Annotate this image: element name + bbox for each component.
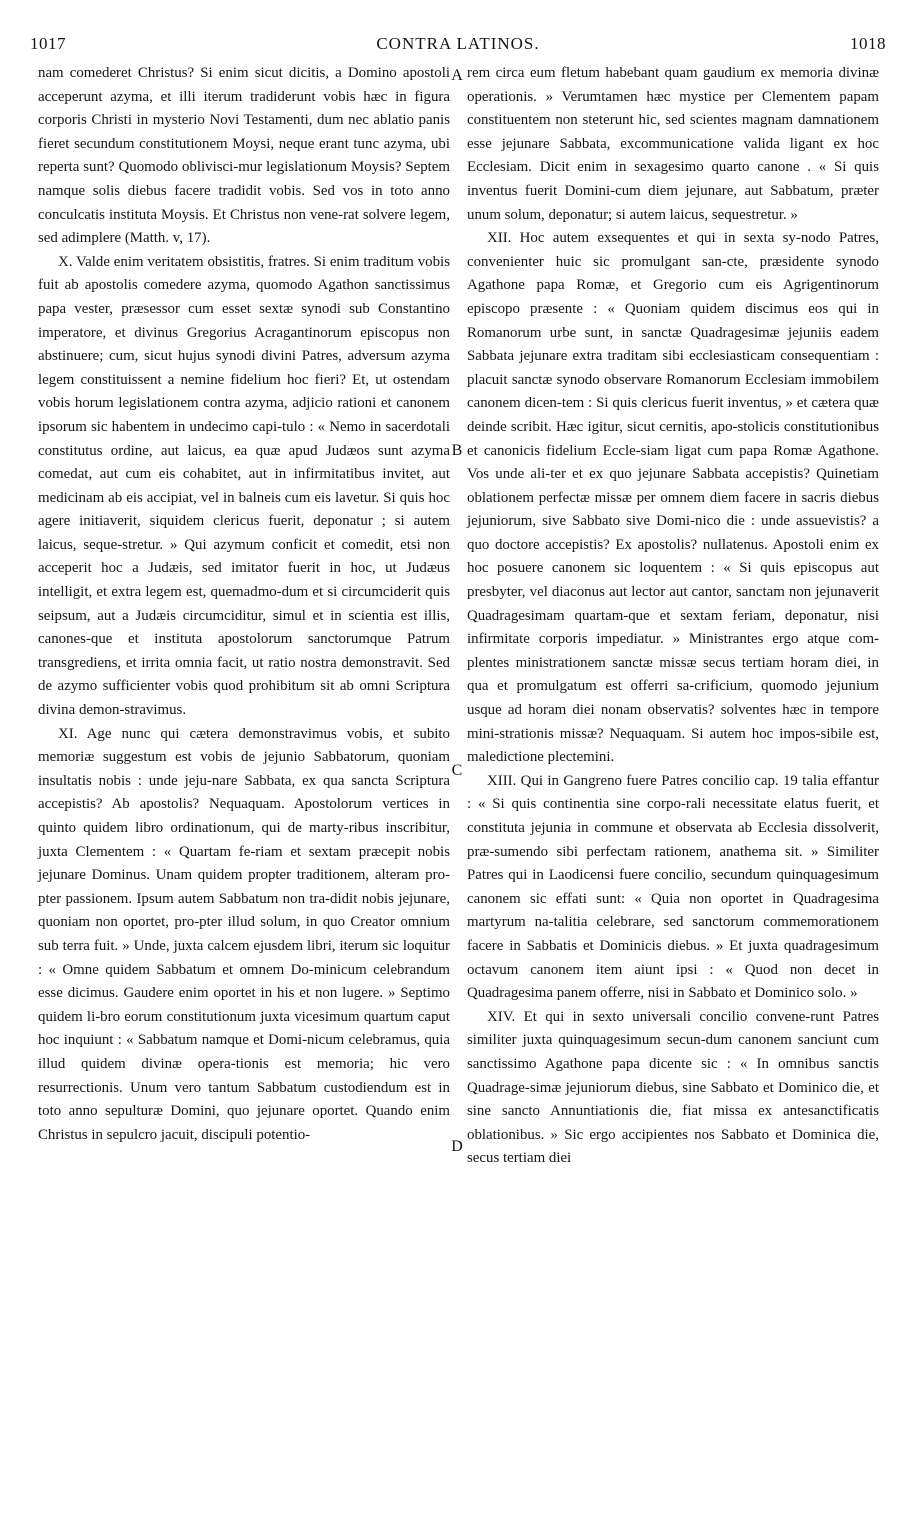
right-text-column (467, 62, 879, 1171)
margin-letter-d: D (451, 1138, 463, 1155)
left-column-number: 1017 (30, 34, 66, 53)
paragraph-section-x: X. Valde enim veritatem obsistitis, fratres. Si enim traditum vobis fuit ab apostolis comedere azyma, quomodo Agathon sanctissimus papa vester, præsessor cum esset sextæ synodi sub Constantino imperatore, et divinus Gregorius Acragantinorum episcopus non abstinuere; cum, sicut hujus synodi divini Patres, adversum azyma legem constituissent a nemine fidelium hoc fieri? Et, ut ostendam vobis horum legislationem contra azyma, adjicio rationi et canonem ipsorum sic habentem in undecimo capi-tulo : « Nemo in sacerdotali constitutus ordine, aut laicus, ea quæ apud Judæos sunt azyma comedat, aut cum eis cohabitet, aut in infirmitatibus invitet, aut medicinam ab eis accipiat, vel in balneis cum eis lavetur. Si quis hoc agere initiaverit, siquidem clericus fuerit, deponatur ; si autem laicus, seque-stretur. » Qui azymum conficit et comedit, etsi non acceperit hoc a Judæis, sed imitator fuerit in hoc, ut Judæus intelligit, et extra legem est, quemadmo-dum et si circumciderit quis seipsum, aut a Judæis circumciditur, simul et in scientia est illis, canones-que et instituta apostolorum sanctorumque Patrum transgrediens, et irrita omnia facit, ut ratio nostra demonstravit. Sed de azymo sufficienter vobis quod prohibitum sit ab omni Scriptura divina demon-stravimus. (38, 253, 450, 719)
paragraph-section-xi: XI. Age nunc qui cætera demonstravimus vobis, et subito memoriæ suggestum est vobis de jejunio Sabbatorum, quoniam insultatis nobis : unde jeju-nare Sabbata, ex qua sancta Scriptura accepistis? Ab apostolis? Nequaquam. Apostolorum vertices in quinto quidem libro ordinationum, qui de marty-ribus inscribitur, juxta Clementem : « Quartam fe-riam et sextam præcepit nobis jejunare Dominus. Unam quidem propter traditionem, alteram pro-pter passionem. Ipsum autem Sabbatum non tra-didit nobis jejunare, quoniam non oportet, pro-pter illud solum, in quo Creator omnium sub terra fuit. » Unde, juxta calcem ejusdem libri, iterum sic loquitur : « Omne quidem Sabbatum et omnem Do-minicum celebrandum esse dicimus. Gaudere enim oportet in his et non lugere. » Septimo quidem li-bro eorum constitutionum juxta vicesimum quartum caput hoc inquiunt : « Sabbatum namque et Domi-nicum celebramus, quia illud quidem divinæ opera-tionis est memoria; hic vero resurrectionis. Unum vero tantum Sabbatum custodiendum est in toto anno sepulturæ Domini, quo jejunare oportet. Quando enim Christus in sepulcro jacuit, discipuli potentio- (38, 725, 450, 1143)
paragraph-section-xii: XII. Hoc autem exsequentes et qui in sexta sy-nodo Patres, convenienter huic sic promulgant san-cte, præsidente synodo Agathone papa Romæ, et Gregorio cum eis Agrigentinorum episcopo præsente : « Quoniam quidem discimus eos qui in Romanorum urbe sunt, in sanctæ Quadragesimæ jejuniis eadem Sabbata jejunare extra traditam sibi ecclesiasticam consequentiam : placuit sanctæ synodo observare Romanorum Ecclesiam immobilem canonem dicen-tem : Si quis clericus fuerit inventus, » et cætera quæ deinde scribit. Hæc igitur, sicut cernitis, apo-stolicis constitutionibus et canonicis fidelium Eccle-siam ligat cum papa Romæ Agathone. Vos unde ali-ter et ex quo jejunare Sabbata accepistis? Quinetiam oblationem perfectæ missæ per omnem diem facere in sacris diebus jejuniorum, sive Sabbato sive Domi-nico die : unde assuevistis? a quo doctore accepistis? Ex apostolis? nullatenus. Apostoli enim ex hoc posuere canonem sic loquentem : « Si quis episcopus aut presbyter, vel diaconus aut lector aut cantor, sanctam non jejunaverit Quadragesimam quartam-que et sextam feriam, deponatur, nisi infirmitate corporis impediatur. » Ministrantes ergo atque com-plentes ministrationem sanctæ missæ secus tertiam horam diei, in qua et promulgatum est offerri sa-crificium, quomodo jejunium usque ad horam diei nonam observatis? solventes hæc in tempore mini-strationis missæ? Nequaquam. Si autem hoc impos-sibile est, maledictione plectemini. (467, 230, 879, 766)
margin-letter-a: A (451, 67, 463, 84)
right-column-number: 1018 (850, 34, 886, 53)
running-head (30, 34, 886, 56)
paragraph-section-xiv: XIV. Et qui in sexto universali concilio convene-runt Patres similiter juxta quinquagesimum secun-dum canonem sanciunt cum sanctissimo Agathone papa dicente sic : « In omnibus sanctis Quadrage-simæ jejuniorum diebus, sine Sabbato et Dominico die, et sine sancto Annuntiationis die, fiat missa ex antesanctificatis oblationibus. » Sic ergo accipientes nos Sabbato et Dominica die, secus tertiam diei (467, 1008, 879, 1167)
left-text-column (38, 62, 450, 1147)
running-title: CONTRA LATINOS. (376, 34, 540, 53)
paragraph-continuation: nam comederet Christus? Si enim sicut dicitis, a Domino apostoli acceperunt azyma, et illi iterum tradiderunt vobis hæc in figura corporis Christi in mysterio Novi Testamenti, dum nec ablatio panis fieret secundum constitutionem Moysi, neque erant tunc azyma, ubi reperta sunt? Quomodo oblivisci-mur legislationum Moysis? Septem namque solis diebus facere tradidit vobis. Sed vos in toto anno conculcatis instituta Moysis. Et Christus non vene-rat solvere legem, sed adimplere (Matth. v, 17). (38, 65, 450, 247)
paragraph-continuation: rem circa eum fletum habebant quam gaudium ex memoria divinæ operationis. » Verumtamen hæc mystice per Clementem papam constituentem non steterunt hic, sed scientes magnam damnationem esse jejunare Sabbata, excommunicatione valida ligant ex hoc Ecclesiam. Dicit enim in sexagesimo quarto canone . « Si quis inventus fuerit Domini-cum diem jejunare, aut Sabbatum, præter unum solum, deponatur; si autem laicus, sequestretur. » (467, 65, 879, 223)
margin-letter-c: C (451, 762, 463, 779)
paragraph-section-xiii: XIII. Qui in Gangreno fuere Patres concilio cap. 19 talia effantur : « Si quis continentia sine corpo-rali necessitate elatus fuerit, et constituta jejunia in commune et observata ab Ecclesia dissolverit, præ-sumendo sibi perfectam rationem, anathema sit. » Similiter Patres qui in Laodicensi fuere concilio, secundum quinquagesimum canonem sic effati sunt: « Quia non oportet in Quadragesima martyrum na-talitia celebrare, sed sanctorum commemorationem facere in Sabbatis et Dominicis diebus. » Et juxta quadragesimum octavum canonem item aiunt ipsi : « Quod non decet in Quadragesima panem offerre, nisi in Sabbato et Dominico solo. » (467, 772, 879, 1002)
margin-letter-b: B (451, 442, 463, 459)
